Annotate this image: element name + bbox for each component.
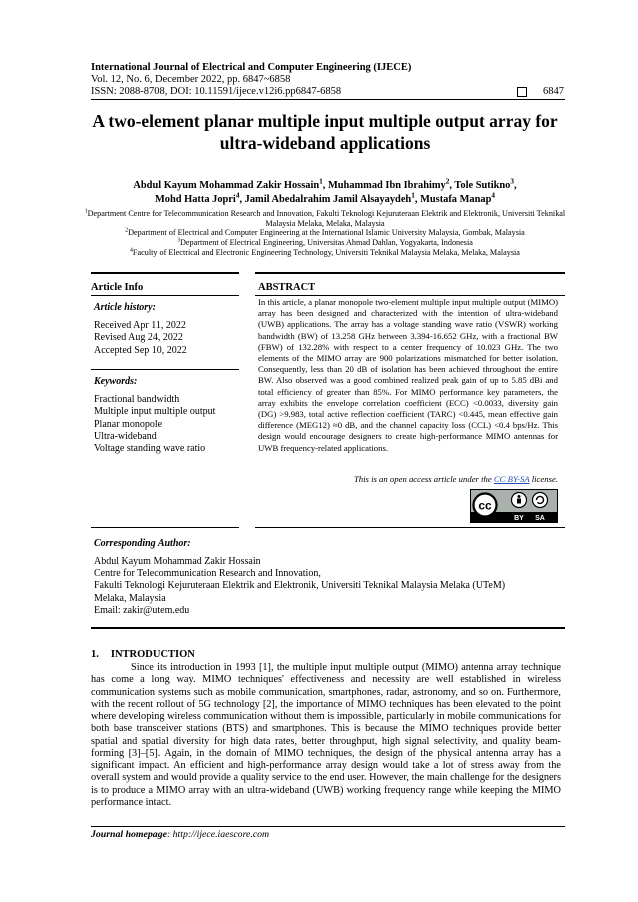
author-affiliation-number: 1	[411, 191, 415, 200]
affiliation-number: 2	[125, 227, 129, 234]
author-separator: ,	[514, 180, 517, 191]
history-item: Revised Aug 24, 2022	[94, 332, 183, 344]
author-affiliation-number: 4	[491, 191, 495, 200]
introduction-paragraph: Since its introduction in 1993 [1], the multiple input multiple output (MIMO) antenna array technique has come a long way. MIMO techniques' effectiveness and necessity are well established in wireless communication systems such as mobile communication, smartphones, radar, astronomy, and so on. Furthermore, with the recent rollout of 5G technology [2], the importance of MIMO techniques has been elevated to the point where developing wireless communication without them is impossible, particularly in mobile communications for both base transceiver stations (BTS) and smartphones. This is because the MIMO techniques provide better spatial and spatial diversity for high data rates, better throughput, high signal selectivity, and quality beam-forming [3]–[5]. Again, in the domain of MIMO techniques, the design of the physical antenna array has a significant impact. An efficient and high-performance array design would take a lot of stress away from the overall system and would provide a quality service to the end user. However, the main challenge for the designers is to produce a MIMO array with an ultra-wideband (UWB) working frequency range while keeping the MIMO performance intact.	[91, 662, 561, 808]
history-heading: Article history:	[94, 302, 156, 313]
history-item: Accepted Sep 10, 2022	[94, 344, 187, 356]
author-separator: ,	[239, 194, 245, 205]
section-title: INTRODUCTION	[110, 649, 195, 660]
cc-by-sa-icon	[471, 490, 557, 522]
by-person-head	[518, 495, 521, 498]
corresponding-line: Abdul Kayum Mohammad Zakir Hossain	[94, 556, 261, 567]
by-person-body	[517, 499, 521, 504]
author-affiliation-number: 2	[445, 177, 450, 186]
page-number: 6847	[543, 86, 564, 97]
sa-label: SA	[535, 515, 545, 522]
keyword-item: Planar monopole	[94, 418, 163, 430]
corresponding-rule	[91, 627, 565, 629]
author-name: Jamil Abedalrahim Jamil Alsayaydeh	[244, 194, 412, 205]
author-affiliation-number: 4	[235, 191, 240, 200]
issn-doi: ISSN: 2088-8708, DOI: 10.11591/ijece.v12i6.pp6847-6858	[91, 86, 342, 97]
corresponding-line: Fakulti Teknologi Kejuruteraan Elektrik and Elektronik, Universiti Teknikal Malaysia Melaka (UTeM)	[94, 580, 506, 592]
footer-rule	[91, 826, 565, 827]
history-rule	[91, 369, 239, 370]
author-affiliation-number: 1	[319, 177, 323, 186]
license-link[interactable]: CC BY-SA	[493, 474, 530, 484]
abstract-bottom-rule	[255, 527, 565, 528]
abstract-text: In this article, a planar monopole two-element multiple input multiple output (MIMO) array has been designed and characterized with the intention of ultra-wideband (UWB) applications. The array has a voltage standing wave ratio (VSWR) working bandwidth (BW) of 13.258 GHz between 3.394-16.652 GHz, with a fractional BW (FBW) of 132.28% with respect to a center frequency of 10.023 GHz. The two elements of the MIMO array are 900 polarizations mismatched for better isolation. Consequently, less than 20 dB of isolation has been achieved throughout the entire BW. Also observed was a good combined realized peak gain of up to 5.85 dBi and total efficiency of greater than 85%. For MIMO performance key parameters, the array exhibits the envelope correlation coefficient (ECC) <0.0033, diversity gain (DG) >9.983, total active reflection coefficient (TARC) <0.445, mean effective gain difference (MEG12) ≈0 dB, and the channel capacity loss (CCL) <0.4 bps/Hz. This design would encourage designers to create high-performance MIMO antennas for UWB frequency-related applications.	[258, 297, 558, 453]
abstract-heading: ABSTRACT	[258, 282, 316, 293]
corresponding-heading: Corresponding Author:	[94, 538, 191, 549]
author-name: Abdul Kayum Mohammad Zakir Hossain	[133, 180, 320, 191]
corresponding-details	[94, 556, 505, 617]
homepage-url[interactable]: http://ijece.iaescore.com	[172, 829, 270, 840]
affiliation-text: Faculty of Electrical and Electronic Engineering Technology, Universiti Teknikal Malaysia Melaka, Melaka, Malaysia	[132, 247, 520, 257]
author-separator: ,	[449, 180, 455, 191]
keyword-item: Multiple input multiple output	[94, 406, 216, 418]
homepage-label: Journal homepage	[91, 829, 167, 840]
keyword-item: Fractional bandwidth	[94, 394, 180, 405]
affiliation-line	[80, 248, 570, 258]
section-number: 1.	[91, 649, 99, 660]
author-name: Tole Sutikno	[454, 180, 511, 191]
abstract-heading-rule	[255, 295, 565, 296]
author-line	[80, 193, 570, 207]
license-statement	[258, 474, 558, 485]
keyword-item: Ultra-wideband	[94, 430, 157, 442]
affiliation-number: 4	[130, 247, 133, 254]
abstract-top-rule	[255, 272, 565, 274]
author-name: Mohd Hatta Jopri	[154, 194, 236, 205]
cc-glyph: cc	[478, 498, 492, 513]
history-item: Received Apr 11, 2022	[94, 320, 186, 331]
license-prefix: This is an open access article under the	[353, 474, 494, 484]
author-separator: ,	[414, 194, 421, 205]
header-rule	[91, 99, 565, 100]
volume-info: Vol. 12, No. 6, December 2022, pp. 6847~6858	[91, 74, 291, 85]
history-list	[94, 320, 187, 357]
affiliation-text: Department of Electrical and Computer Engineering at the International Islamic University Malaysia, Gombak, Malaysia	[128, 228, 525, 238]
article-info-heading: Article Info	[91, 282, 144, 293]
affiliation-line	[80, 238, 570, 248]
affiliation-number: 3	[177, 237, 181, 244]
introduction-heading	[91, 649, 195, 661]
corresponding-line: Melaka, Malaysia	[94, 592, 166, 604]
affiliations	[80, 209, 570, 258]
corresponding-line: Centre for Telecommunication Research and Innovation,	[94, 568, 321, 580]
info-heading-rule	[91, 295, 239, 296]
author-list	[80, 179, 570, 207]
keyword-item: Voltage standing wave ratio	[94, 443, 206, 455]
journal-name: International Journal of Electrical and Computer Engineering (IJECE)	[91, 62, 412, 73]
author-name: Mustafa Manap	[420, 194, 492, 205]
corresponding-line: Email: zakir@utem.edu	[94, 604, 190, 616]
keywords-list	[94, 394, 215, 455]
affiliation-text: Department Centre for Telecommunication Research and Innovation, Fakulti Teknologi Kejuruteraan Elektrik and Elektronik, Universiti Teknikal Malaysia Melaka, Melaka, Malaysia	[87, 209, 566, 228]
affiliation-line	[80, 209, 570, 228]
affiliation-line	[80, 228, 570, 238]
by-label: BY	[514, 515, 524, 522]
journal-homepage: Journal homepage: http://ijece.iaescore.com	[91, 829, 270, 840]
sa-share-icon	[533, 493, 548, 508]
cc-by-sa-badge[interactable]	[470, 489, 558, 523]
affiliation-number: 1	[84, 208, 88, 215]
paper-title: A two-element planar multiple input multiple output array for ultra-wideband applications	[92, 111, 558, 153]
license-suffix: license.	[529, 474, 558, 484]
author-separator: ,	[322, 180, 328, 191]
keywords-heading: Keywords:	[94, 376, 138, 387]
author-line	[80, 179, 570, 193]
page-box-icon	[517, 87, 527, 97]
affiliation-text: Department of Electrical Engineering, Universitas Ahmad Dahlan, Yogyakarta, Indonesia	[180, 238, 473, 248]
author-name: Muhammad Ibn Ibrahimy	[327, 180, 446, 191]
info-bottom-rule	[91, 527, 239, 528]
info-top-rule	[91, 272, 239, 274]
author-affiliation-number: 3	[510, 177, 514, 186]
